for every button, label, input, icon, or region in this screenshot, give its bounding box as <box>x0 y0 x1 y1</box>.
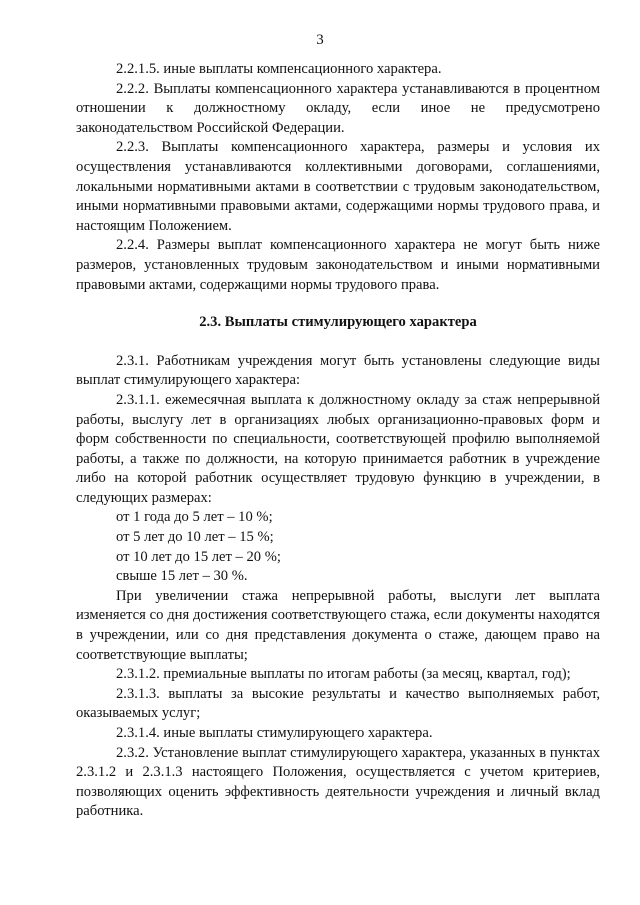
paragraph-2-2-4: 2.2.4. Размеры выплат компенсационного характера не могут быть ниже размеров, установленных трудовым законодательством и иными нормативными правовыми актами, содержащими нормы трудового права. <box>76 237 600 293</box>
rate-item: от 1 года до 5 лет – 10 %; <box>116 509 273 526</box>
rate-item: свыше 15 лет – 30 %. <box>116 568 248 585</box>
paragraph-2-3-1: 2.3.1. Работникам учреждения могут быть установлены следующие виды выплат стимулирующего характера: <box>76 352 600 389</box>
paragraph-2-3-1-2: 2.3.1.2. премиальные выплаты по итогам работы (за месяц, квартал, год); <box>116 666 571 683</box>
document-body <box>76 60 600 822</box>
rate-item: от 5 лет до 10 лет – 15 %; <box>116 529 274 546</box>
paragraph-2-3-1-3: 2.3.1.3. выплаты за высокие результаты и качество выполняемых работ, оказываемых услуг; <box>76 685 600 722</box>
paragraph-2-3-1-4: 2.3.1.4. иные выплаты стимулирующего характера. <box>116 725 433 741</box>
paragraph-2-2-2: 2.2.2. Выплаты компенсационного характера устанавливаются в процентном отношении к должностному окладу, если иное не предусмотрено законодательством Российской Федерации. <box>76 80 600 136</box>
paragraph-2-3-1-1: 2.3.1.1. ежемесячная выплата к должностному окладу за стаж непрерывной работы, выслугу лет в организациях любых организационно-правовых форм и форм собственности по специальности, соответствующей профилю выполняемой работы, а также по должности, на которую принимается работник в учреждение либо на которой работник осуществляет трудовую функцию в учреждении, в следующих размерах: <box>76 391 600 506</box>
paragraph-2-3-2: 2.3.2. Установление выплат стимулирующего характера, указанных в пунктах 2.3.1.2 и 2.3.1.3 настоящего Положения, осуществляется с учетом критериев, позволяющих оценить эффективность деятельности учреждения и личный вклад работника. <box>76 744 600 820</box>
paragraph-increase-note: При увеличении стажа непрерывной работы, выслуги лет выплата изменяется со дня достижения соответствующего стажа, если документы находятся в учреждении, или со дня представления документа о стаже, дающем право на соответствующие выплаты; <box>76 587 600 663</box>
paragraph-2-2-3: 2.2.3. Выплаты компенсационного характера, размеры и условия их осуществления устанавливаются коллективными договорами, соглашениями, локальными нормативными актами в соответствии с трудовым законодательством, иными нормативными правовыми актами, содержащими нормы трудового права, и настоящим Положением. <box>76 139 600 234</box>
paragraph-2-2-1-5: 2.2.1.5. иные выплаты компенсационного характера. <box>116 61 442 77</box>
section-heading: 2.3. Выплаты стимулирующего характера <box>199 314 477 331</box>
rate-item: от 10 лет до 15 лет – 20 %; <box>116 548 281 565</box>
page-number: 3 <box>316 32 324 48</box>
